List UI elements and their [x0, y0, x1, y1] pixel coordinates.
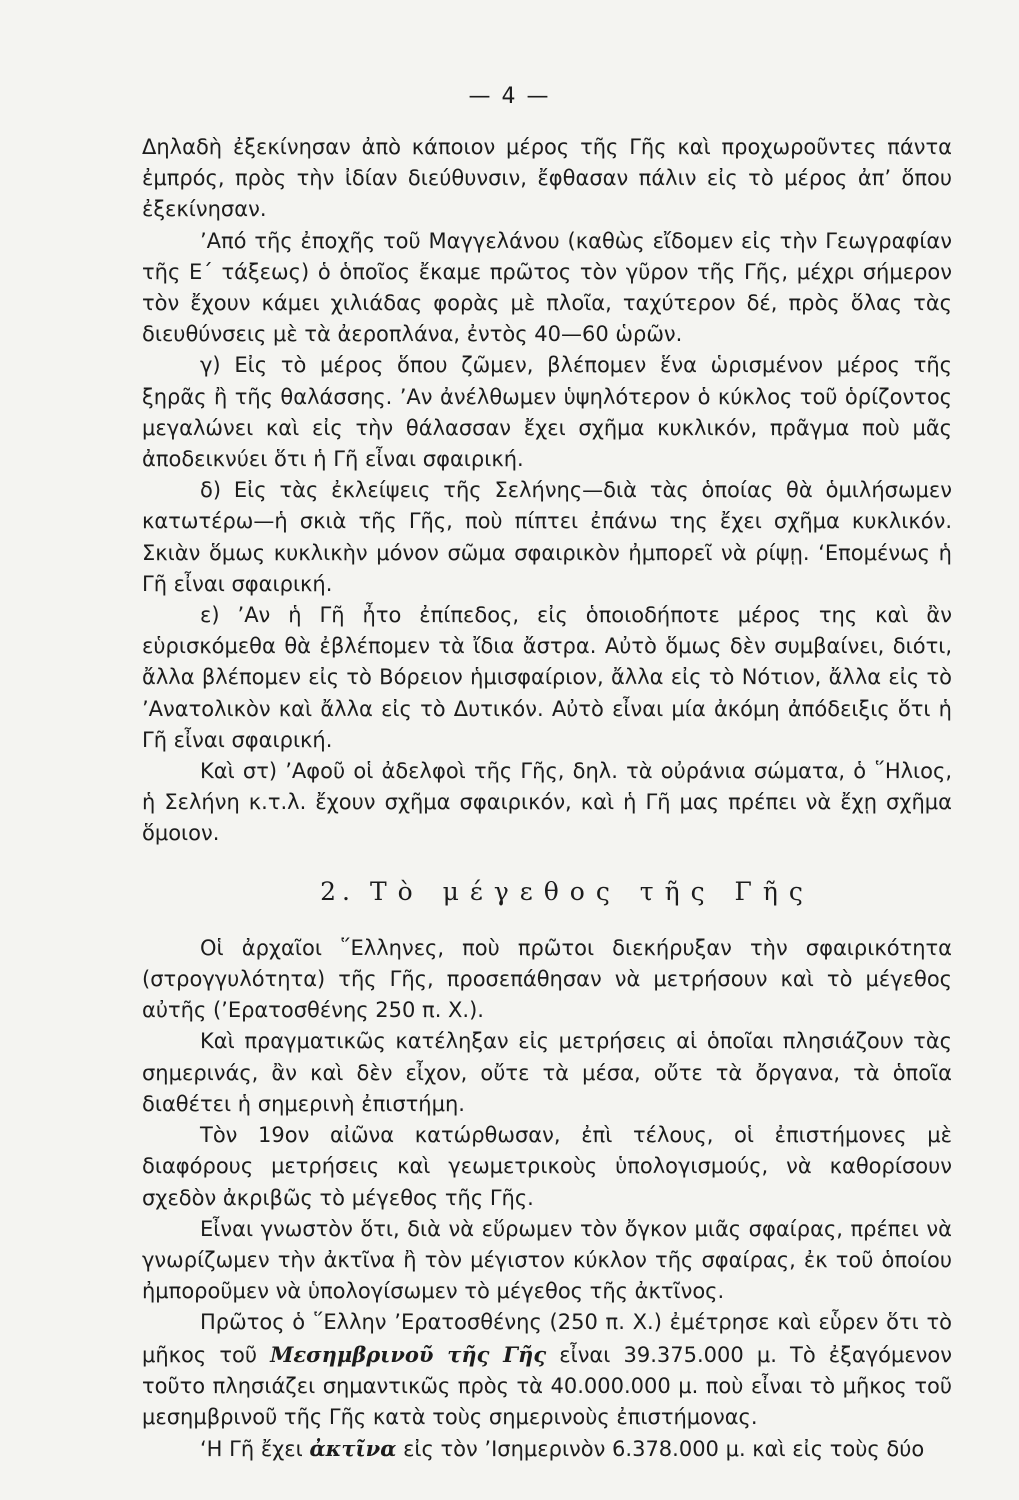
- paragraph: ε) ’Αν ἡ Γῆ ἦτο ἐπίπεδος, εἰς ὁποιοδήποτε μέρος της καὶ ἂν εὑρισκόμεθα θὰ ἐβλέπομεν τὰ ἴδια ἄστρα. Αὐτὸ ὅμως δὲν συμβαίνει, διότι, ἄλλα βλέπομεν εἰς τὸ Βόρειον ἡμισφαίριον, ἄλλα εἰς τὸ Νότιον, ἄλλα εἰς τὸ ’Ανατολικὸν καὶ ἄλλα εἰς τὸ Δυτικόν. Αὐτὸ εἶναι μία ἀκόμη ἀπόδειξις ὅτι ἡ Γῆ εἶναι σφαιρική.: [142, 603, 952, 752]
- text-run: ‘Η Γῆ ἔχει: [200, 1437, 310, 1462]
- paragraph-radius: [142, 1433, 952, 1465]
- paragraph: Τὸν 19ον αἰῶνα κατώρθωσαν, ἐπὶ τέλους, οἱ ἐπιστήμονες μὲ διαφόρους μετρήσεις καὶ γεωμετρικοὺς ὑπολογισμούς, νὰ καθορίσουν σχεδὸν ἀκριβῶς τὸ μέγεθος τῆς Γῆς.: [142, 1123, 952, 1210]
- text-run: εἰς τὸν ’Ισημερινὸν 6.378.000 μ. καὶ εἰς τοὺς δύο: [396, 1437, 925, 1462]
- text-run: εἶναι 39.375.000 μ. Τὸ ἐξαγόμενον τοῦτο πλησιάζει σημαντικῶς πρὸς τὰ 40.000.000 μ. ποὺ εἶναι τὸ μῆκος τοῦ μεσημβρινοῦ τῆς Γῆς κατὰ τοὺς σημερινοὺς ἐπιστήμονας.: [142, 1342, 952, 1429]
- paragraph: Εἶναι γνωστὸν ὅτι, διὰ νὰ εὕρωμεν τὸν ὄγκον μιᾶς σφαίρας, πρέπει νὰ γνωρίζωμεν τὴν ἀκτῖνα ἢ τὸν μέγιστον κύκλον τῆς σφαίρας, ἐκ τοῦ ὁποίου ἠμποροῦμεν νὰ ὑπολογίσωμεν τὸ μέγεθος τῆς ἀκτῖνος.: [142, 1216, 952, 1304]
- emphasis-radius: ἀκτῖνα: [309, 1436, 397, 1462]
- paragraph: Καὶ στ) ’Αφοῦ οἱ ἀδελφοὶ τῆς Γῆς, δηλ. τὰ οὐράνια σώματα, ὁ ῞Ηλιος, ἡ Σελήνη κ.τ.λ. ἔχουν σχῆμα σφαιρικόν, καὶ ἡ Γῆ μας πρέπει νὰ ἔχῃ σχῆμα ὅμοιον.: [142, 759, 952, 846]
- section-title: Τὸ μέγεθος τῆς Γῆς: [369, 876, 814, 906]
- paragraph: ’Από τῆς ἐποχῆς τοῦ Μαγγελάνου (καθὼς εἴδομεν εἰς τὴν Γεωγραφίαν τῆς Ε΄ τάξεως) ὁ ὁποῖος ἔκαμε πρῶτος τὸν γῦρον τῆς Γῆς, μέχρι σήμερον τὸν ἔχουν κάμει χιλιάδας φορὰς μὲ πλοῖα, ταχύτερον δέ, πρὸς ὅλας τὰς διευθύνσεις μὲ τὰ ἀεροπλάνα, ἐντὸς 40—60 ὡρῶν.: [142, 228, 952, 347]
- paragraph: Καὶ πραγματικῶς κατέληξαν εἰς μετρήσεις αἱ ὁποῖαι πλησιάζουν τὰς σημερινάς, ἂν καὶ δὲν εἶχον, οὔτε τὰ μέσα, οὔτε τὰ ὄργανα, τὰ ὁποῖα διαθέτει ἡ σημερινὴ ἐπιστήμη.: [142, 1029, 952, 1116]
- page-number: — 4 —: [468, 84, 551, 109]
- section-number: 2.: [320, 876, 356, 906]
- text-run: Πρῶτος ὁ ῞Ελλην ’Ερατοσθένης (250 π. Χ.) ἐμέτρησε καὶ εὗρεν ὅτι τὸ μῆκος τοῦ: [142, 1310, 952, 1367]
- paragraph: γ) Εἰς τὸ μέρος ὅπου ζῶμεν, βλέπομεν ἕνα ὡρισμένον μέρος τῆς ξηρᾶς ἢ τῆς θαλάσσης. ’Αν ἀνέλθωμεν ὑψηλότερον ὁ κύκλος τοῦ ὁρίζοντος μεγαλώνει καὶ εἰς τὴν θάλασσαν ἔχει σχῆμα κυκλικόν, πρᾶγμα ποὺ μᾶς ἀποδεικνύει ὅτι ἡ Γῆ εἶναι σφαιρική.: [142, 353, 952, 472]
- paragraph: Δηλαδὴ ἐξεκίνησαν ἀπὸ κάποιον μέρος τῆς Γῆς καὶ προχωροῦντες πάντα ἐμπρός, πρὸς τὴν ἰδίαν διεύθυνσιν, ἔφθασαν πάλιν εἰς τὸ μέρος ἀπ’ ὅπου ἐξεκίνησαν.: [142, 135, 952, 222]
- page-body: [142, 132, 952, 1465]
- section-heading: [142, 876, 952, 907]
- emphasis-meridian: Μεσημβρινοῦ τῆς Γῆς: [270, 1341, 547, 1367]
- paragraph: δ) Εἰς τὰς ἐκλείψεις τῆς Σελήνης—διὰ τὰς ὁποίας θὰ ὁμιλήσωμεν κατωτέρω—ἡ σκιὰ τῆς Γῆς, ποὺ πίπτει ἐπάνω της ἔχει σχῆμα κυκλικόν. Σκιὰν ὅμως κυκλικὴν μόνον σῶμα σφαιρικὸν ἠμπορεῖ νὰ ρίψῃ. ‘Επομένως ἡ Γῆ εἶναι σφαιρική.: [142, 478, 952, 596]
- paragraph-eratosthenes: [142, 1307, 952, 1433]
- paragraph: Οἱ ἀρχαῖοι ῞Ελληνες, ποὺ πρῶτοι διεκήρυξαν τὴν σφαιρικότητα (στρογγυλότητα) τῆς Γῆς, προσεπάθησαν νὰ μετρήσουν καὶ τὸ μέγεθος αὐτῆς (’Ερατοσθένης 250 π. Χ.).: [142, 935, 952, 1023]
